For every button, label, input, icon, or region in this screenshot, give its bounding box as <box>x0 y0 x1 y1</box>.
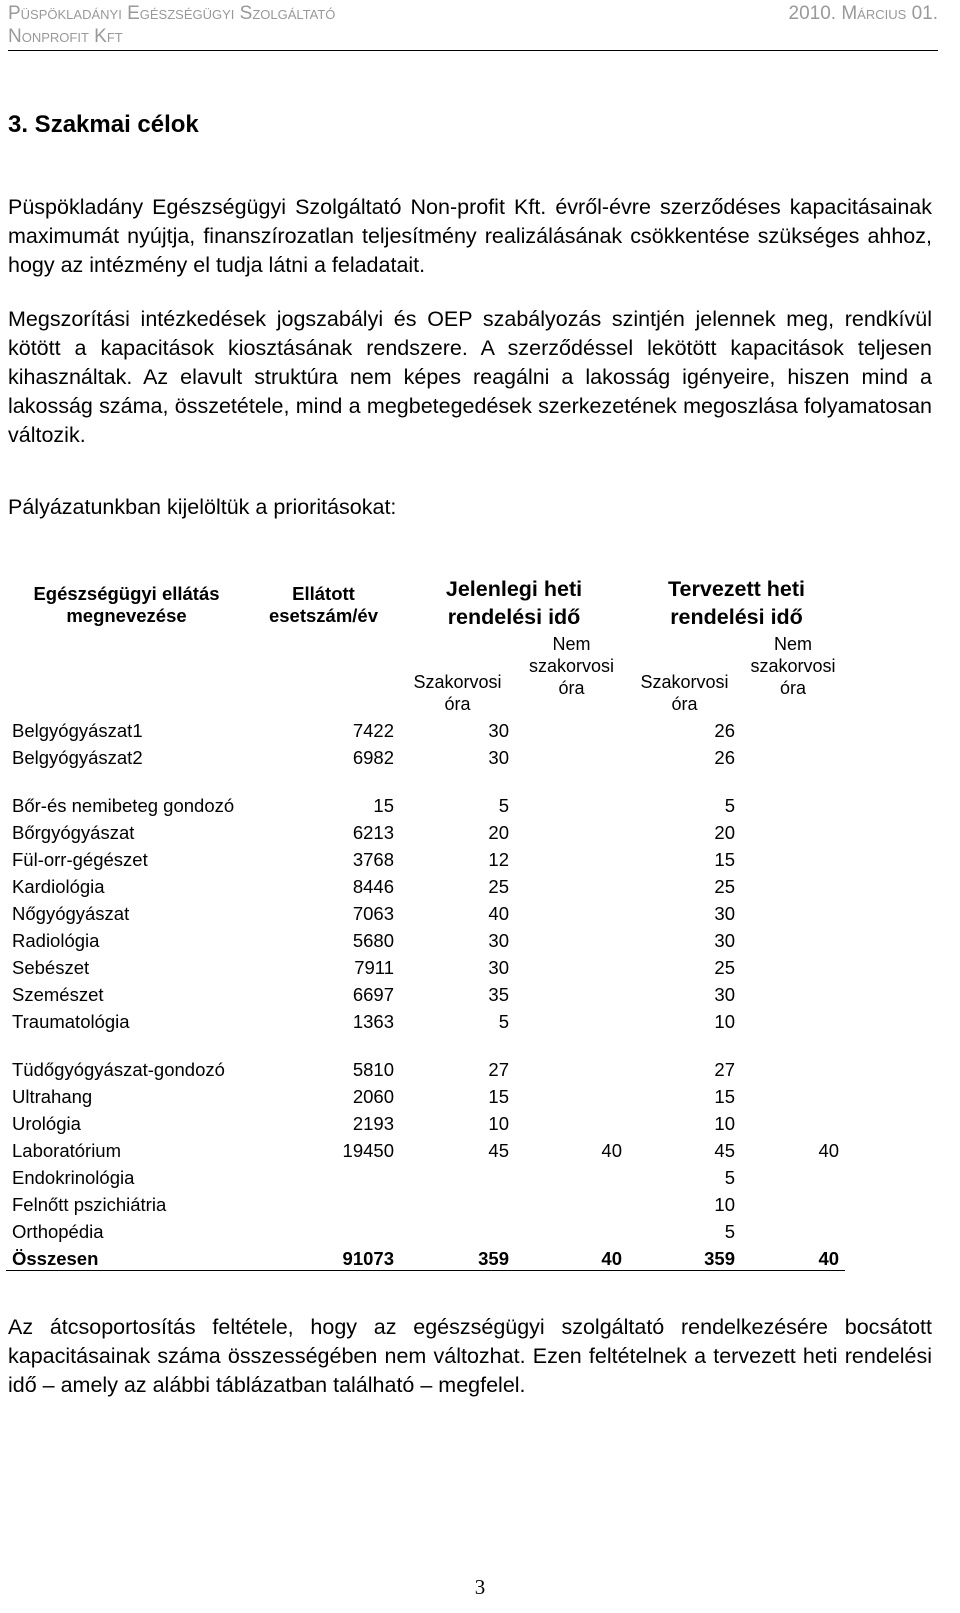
cell-planned-specialist: 15 <box>714 1086 735 1107</box>
table-row <box>6 1216 845 1243</box>
cell-planned-specialist: 5 <box>724 1221 735 1242</box>
cell-current-nonspecialist <box>515 1216 628 1243</box>
header-date: 2010. Március 01. <box>788 3 938 24</box>
subheader-current-specialist: Szakorvosi óra <box>413 672 502 714</box>
table-row <box>6 952 845 979</box>
cell-cases <box>247 1216 400 1243</box>
table-row <box>6 769 845 817</box>
cell-planned-nonspecialist <box>741 871 845 898</box>
cell-planned-nonspecialist <box>741 1108 845 1135</box>
cell-service-name: Endokrinológia <box>12 1167 135 1188</box>
table-row <box>6 1081 845 1108</box>
cell-planned-specialist: 27 <box>714 1059 735 1080</box>
cell-current-specialist: 30 <box>488 957 509 978</box>
cell-planned-specialist: 26 <box>714 720 735 741</box>
cell-cases: 6213 <box>352 822 394 843</box>
cell-cases: 5680 <box>352 930 394 951</box>
cell-planned-nonspecialist <box>741 898 845 925</box>
cell-planned-nonspecialist <box>741 979 845 1006</box>
cell-current-specialist: 5 <box>498 795 509 816</box>
cell-cases: 6697 <box>352 984 394 1005</box>
table-row <box>6 844 845 871</box>
cell-current-specialist: 20 <box>488 822 509 843</box>
cell-current-specialist: 12 <box>488 849 509 870</box>
cell-current-specialist: 30 <box>488 930 509 951</box>
table-subheader-row <box>6 633 845 715</box>
cell-planned-specialist: 10 <box>714 1194 735 1215</box>
cell-planned-specialist: 5 <box>724 795 735 816</box>
subheader-planned-nonspecialist: Nem szakorvosi óra <box>750 634 836 698</box>
cell-current-nonspecialist <box>515 1033 628 1081</box>
cell-service-name: Radiológia <box>12 930 100 951</box>
cell-current-nonspecialist: 40 <box>515 1243 628 1270</box>
table-row <box>6 742 845 769</box>
cell-service-name: Felnőtt pszichiátria <box>12 1194 167 1215</box>
page-header <box>8 2 938 51</box>
cell-planned-nonspecialist <box>741 952 845 979</box>
cell-current-specialist <box>400 1189 515 1216</box>
cell-planned-nonspecialist <box>741 1033 845 1081</box>
cell-service-name: Sebészet <box>12 957 90 978</box>
cell-planned-specialist: 10 <box>714 1011 735 1032</box>
section-title: 3. Szakmai célok <box>8 111 199 138</box>
cell-cases: 91073 <box>247 1243 400 1270</box>
cell-current-nonspecialist <box>515 1006 628 1033</box>
cell-planned-specialist: 30 <box>714 930 735 951</box>
cell-current-nonspecialist <box>515 1162 628 1189</box>
cell-planned-nonspecialist <box>741 742 845 769</box>
cell-current-nonspecialist <box>515 1189 628 1216</box>
cell-planned-specialist: 30 <box>714 903 735 924</box>
cell-planned-nonspecialist <box>741 844 845 871</box>
cell-current-specialist: 359 <box>400 1243 515 1270</box>
cell-current-specialist <box>400 1162 515 1189</box>
table-row <box>6 1006 845 1033</box>
cell-service-name: Bőrgyógyászat <box>12 822 135 843</box>
cell-current-specialist: 25 <box>488 876 509 897</box>
cell-planned-specialist: 30 <box>714 984 735 1005</box>
cell-planned-nonspecialist <box>741 1081 845 1108</box>
cell-service-name: Tüdőgyógyászat-gondozó <box>12 1059 225 1080</box>
cell-current-specialist <box>400 1216 515 1243</box>
table-row <box>6 1189 845 1216</box>
schedule-table <box>6 563 845 1271</box>
cell-service-name: Urológia <box>12 1113 81 1134</box>
cell-planned-nonspecialist <box>741 1162 845 1189</box>
cell-planned-specialist: 26 <box>714 747 735 768</box>
page-number: 3 <box>474 1575 486 1599</box>
cell-service-name: Belgyógyászat1 <box>12 720 143 741</box>
cell-current-specialist: 27 <box>488 1059 509 1080</box>
cell-planned-specialist: 15 <box>714 849 735 870</box>
cell-current-nonspecialist <box>515 715 628 742</box>
cell-cases: 19450 <box>342 1140 394 1161</box>
cell-cases: 15 <box>373 795 394 816</box>
cell-current-nonspecialist <box>515 979 628 1006</box>
cell-current-specialist: 10 <box>488 1113 509 1134</box>
cell-service-name: Ultrahang <box>12 1086 93 1107</box>
cell-service-name: Orthopédia <box>12 1221 104 1242</box>
cell-planned-nonspecialist <box>741 715 845 742</box>
cell-planned-nonspecialist <box>741 1189 845 1216</box>
table-row <box>6 925 845 952</box>
cell-planned-nonspecialist <box>741 925 845 952</box>
cell-current-specialist: 40 <box>488 903 509 924</box>
table-row <box>6 817 845 844</box>
cell-cases: 5810 <box>352 1059 394 1080</box>
cell-planned-nonspecialist <box>741 1216 845 1243</box>
cell-service-name: Fül-orr-gégészet <box>12 849 148 870</box>
restrictions-paragraph: Megszorítási intézkedések jogszabályi és OEP szabályozás szintjén jelennek meg, rendkívül kötött a kapacitások kiosztásának rendszere. A szerződéssel lekötött kapacitások teljesen kihasználtak. Az elavult struktúra nem képes reagálni a lakosság igényeire, hiszen mind a lakosság száma, összetétele, mind a megbetegedések szerkezetének megoszlása folyamatosan változik. <box>8 307 932 447</box>
cell-planned-specialist: 359 <box>628 1243 741 1270</box>
header-service-name: Egészségügyi ellátás megnevezése <box>33 583 220 626</box>
cell-current-nonspecialist <box>515 844 628 871</box>
cell-current-specialist: 45 <box>488 1140 509 1161</box>
header-organization <box>8 2 335 48</box>
subheader-planned-specialist: Szakorvosi óra <box>640 672 729 714</box>
cell-planned-specialist: 5 <box>724 1167 735 1188</box>
cell-planned-specialist: 25 <box>714 957 735 978</box>
priorities-intro: Pályázatunkban kijelöltük a prioritásokat: <box>8 495 397 519</box>
header-cases: Ellátott esetszám/év <box>268 583 379 626</box>
table-row <box>6 979 845 1006</box>
subheader-current-nonspecialist: Nem szakorvosi óra <box>528 634 615 698</box>
cell-planned-specialist: 25 <box>714 876 735 897</box>
table-row <box>6 1033 845 1081</box>
cell-service-name: Összesen <box>6 1243 247 1270</box>
cell-service-name: Laboratórium <box>12 1140 122 1161</box>
cell-planned-nonspecialist <box>741 769 845 817</box>
cell-current-nonspecialist <box>515 769 628 817</box>
table-row <box>6 871 845 898</box>
table-total-row <box>6 1243 845 1270</box>
cell-cases: 2193 <box>352 1113 394 1134</box>
header-planned-hours: Tervezett heti rendelési idő <box>668 577 805 629</box>
cell-current-specialist: 35 <box>488 984 509 1005</box>
cell-current-nonspecialist <box>515 898 628 925</box>
cell-current-specialist: 5 <box>498 1011 509 1032</box>
cell-current-nonspecialist <box>515 742 628 769</box>
table-header-row <box>6 563 845 633</box>
cell-service-name: Szemészet <box>12 984 104 1005</box>
table-row <box>6 1162 845 1189</box>
intro-paragraph: Püspökladány Egészségügyi Szolgáltató Non-profit Kft. évről-évre szerződéses kapacitásainak maximumát nyújtja, finanszírozatlan teljesítmény realizálásának csökkentése szükséges ahhoz, hogy az intézmény el tudja látni a feladatait. <box>8 195 932 277</box>
table-row <box>6 715 845 742</box>
cell-cases: 7063 <box>352 903 394 924</box>
header-org-line2: Nonprofit Kft <box>8 26 123 47</box>
cell-planned-nonspecialist: 40 <box>818 1140 840 1161</box>
cell-planned-specialist: 20 <box>714 822 735 843</box>
cell-current-nonspecialist: 40 <box>601 1140 622 1161</box>
cell-planned-nonspecialist <box>741 817 845 844</box>
cell-service-name: Kardiológia <box>12 876 105 897</box>
cell-planned-nonspecialist: 40 <box>741 1243 845 1270</box>
header-org-line1: Püspökladányi Egészségügyi Szolgáltató <box>8 3 336 24</box>
cell-service-name: Traumatológia <box>12 1011 130 1032</box>
cell-cases <box>247 1189 400 1216</box>
cell-current-specialist: 30 <box>488 747 509 768</box>
cell-current-nonspecialist <box>515 952 628 979</box>
closing-paragraph: Az átcsoportosítás feltétele, hogy az egészségügyi szolgáltató rendelkezésére bocsátott kapacitásainak száma összességében nem változhat. Ezen feltételnek a tervezett heti rendelési idő – amely az alábbi táblázatban található – megfelel. <box>8 1315 932 1397</box>
cell-cases: 1363 <box>352 1011 394 1032</box>
table-row <box>6 1135 845 1162</box>
cell-planned-nonspecialist <box>741 1006 845 1033</box>
cell-planned-specialist: 45 <box>714 1140 735 1161</box>
cell-cases: 8446 <box>352 876 394 897</box>
cell-current-specialist: 30 <box>488 720 509 741</box>
cell-current-specialist: 15 <box>488 1086 509 1107</box>
cell-cases: 2060 <box>352 1086 394 1107</box>
cell-service-name: Nőgyógyászat <box>12 903 130 924</box>
cell-current-nonspecialist <box>515 871 628 898</box>
header-current-hours: Jelenlegi heti rendelési idő <box>445 577 583 629</box>
cell-current-nonspecialist <box>515 817 628 844</box>
cell-planned-specialist: 10 <box>714 1113 735 1134</box>
cell-cases: 7911 <box>354 957 394 978</box>
cell-cases: 7422 <box>352 720 394 741</box>
cell-current-nonspecialist <box>515 1108 628 1135</box>
cell-current-nonspecialist <box>515 925 628 952</box>
cell-cases <box>247 1162 400 1189</box>
cell-cases: 6982 <box>352 747 394 768</box>
table-row <box>6 898 845 925</box>
cell-service-name: Bőr-és nemibeteg gondozó <box>12 795 235 816</box>
cell-service-name: Belgyógyászat2 <box>12 747 143 768</box>
cell-current-nonspecialist <box>515 1081 628 1108</box>
cell-cases: 3768 <box>352 849 394 870</box>
table-row <box>6 1108 845 1135</box>
